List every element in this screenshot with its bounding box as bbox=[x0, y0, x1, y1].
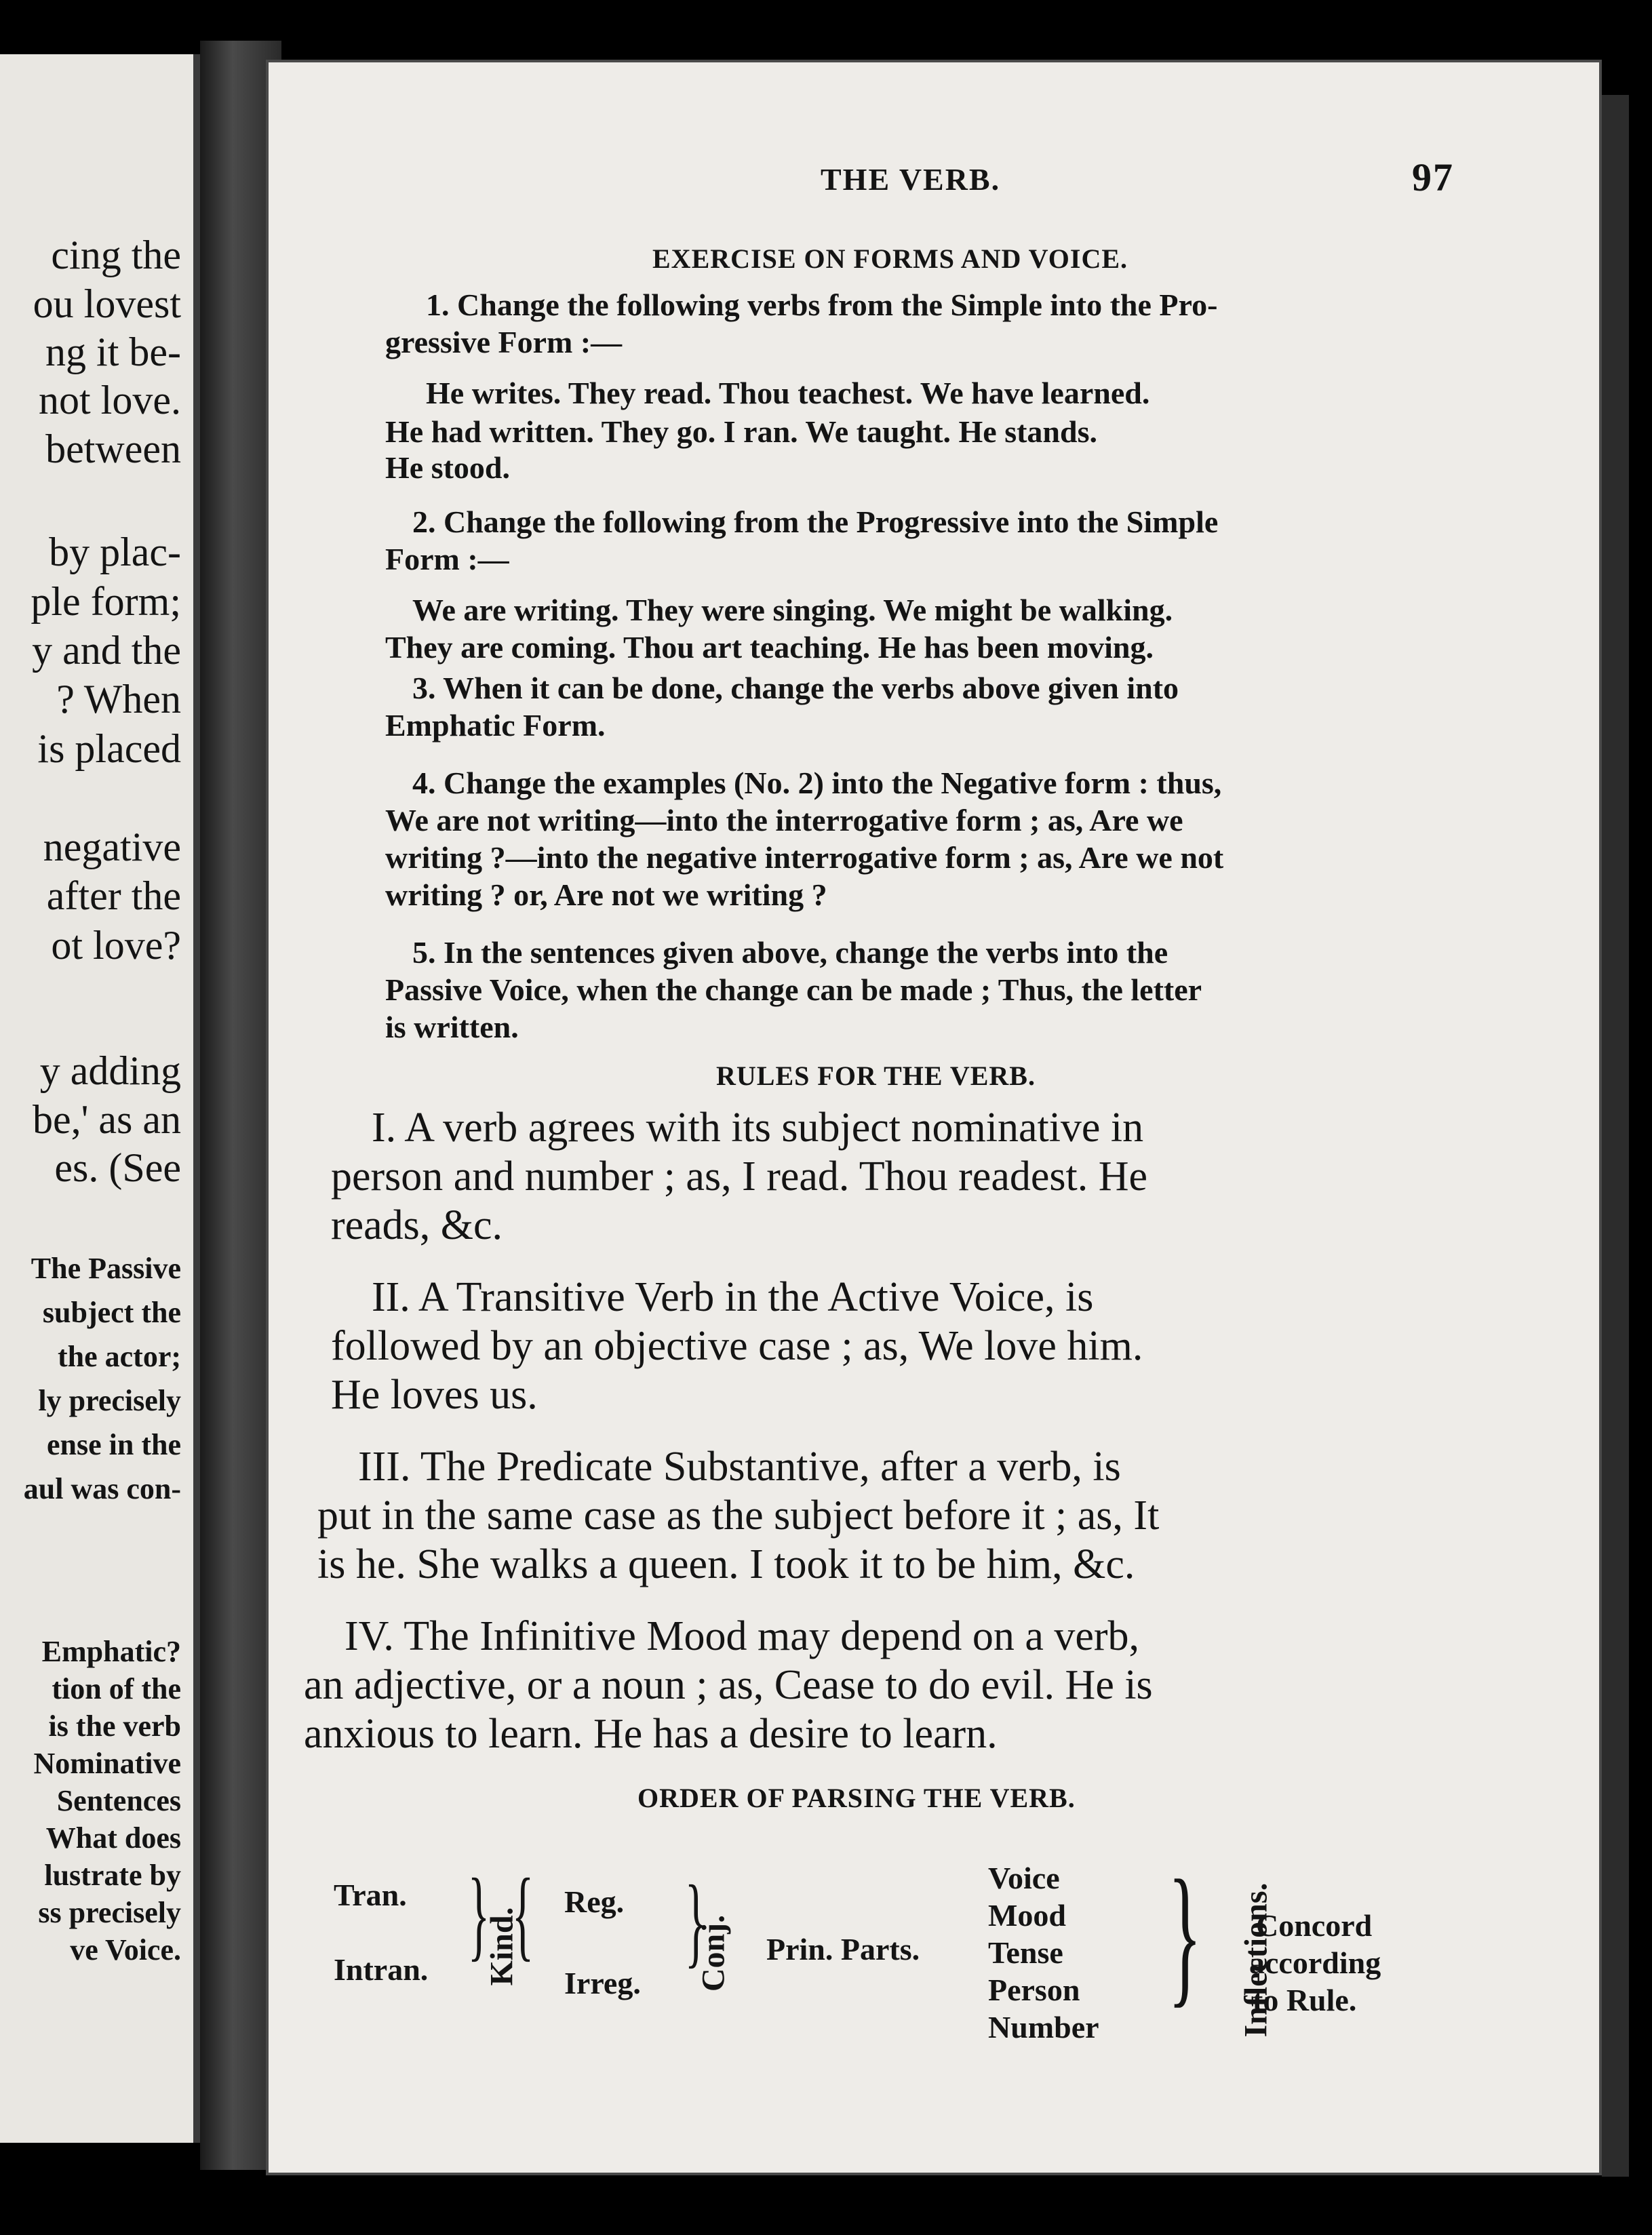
left-line: Nominative bbox=[33, 1747, 181, 1780]
prin-parts: Prin. Parts. bbox=[766, 1932, 920, 1966]
rule-line: III. The Predicate Substantive, after a verb, is bbox=[358, 1444, 1121, 1490]
exercise-line: We are writing. They were singing. We might be walking. bbox=[412, 593, 1173, 627]
left-line: ense in the bbox=[47, 1428, 181, 1461]
rule-line: anxious to learn. He has a desire to learn. bbox=[304, 1711, 998, 1757]
book-page bbox=[266, 60, 1602, 2175]
exercise-line: Form :— bbox=[385, 542, 509, 576]
order-heading: ORDER OF PARSING THE VERB. bbox=[637, 1783, 1076, 1813]
left-line: between bbox=[45, 427, 181, 471]
exercise-line: 2. Change the following from the Progressive into the Simple bbox=[412, 505, 1219, 539]
inflection-item: Tense bbox=[988, 1935, 1063, 1970]
left-line: The Passive bbox=[31, 1252, 181, 1285]
rule-line: put in the same case as the subject before it ; as, It bbox=[317, 1492, 1160, 1539]
left-line: Emphatic? bbox=[41, 1635, 181, 1668]
inflection-item: Number bbox=[988, 2010, 1099, 2044]
exercise-line: They are coming. Thou art teaching. He has been moving. bbox=[385, 630, 1154, 665]
left-line: ss precisely bbox=[38, 1896, 181, 1929]
exercise-line: 1. Change the following verbs from the Simple into the Pro- bbox=[426, 288, 1218, 322]
exercise-line: writing ?—into the negative interrogative form ; as, Are we not bbox=[385, 840, 1224, 875]
inflection-item: Mood bbox=[988, 1898, 1066, 1933]
rule-line: followed by an objective case ; as, We love him. bbox=[331, 1323, 1143, 1369]
brace: } bbox=[684, 1865, 707, 1977]
rule-line: II. A Transitive Verb in the Active Voice, is bbox=[372, 1274, 1094, 1320]
left-line: tion of the bbox=[52, 1672, 181, 1705]
exercise-line: Passive Voice, when the change can be made ; Thus, the letter bbox=[385, 972, 1202, 1007]
left-line: after the bbox=[46, 873, 181, 918]
rule-line: reads, &c. bbox=[331, 1202, 503, 1248]
exercise-line: writing ? or, Are not we writing ? bbox=[385, 877, 827, 912]
page-edge bbox=[1602, 95, 1629, 2177]
left-line: is the verb bbox=[48, 1709, 181, 1743]
left-line: lustrate by bbox=[44, 1859, 181, 1892]
concord-line: according bbox=[1249, 1945, 1381, 1980]
rule-line: I. A verb agrees with its subject nominative in bbox=[372, 1105, 1144, 1151]
left-line: y adding bbox=[39, 1048, 181, 1093]
exercise-line: He had written. They go. I ran. We taught. He stands. bbox=[385, 414, 1098, 449]
concord-line: to Rule. bbox=[1253, 1983, 1357, 2017]
conj-item: Reg. bbox=[564, 1884, 625, 1919]
left-line: subject the bbox=[42, 1296, 181, 1329]
left-line: Sentences bbox=[56, 1784, 181, 1817]
exercise-heading: EXERCISE ON FORMS AND VOICE. bbox=[652, 243, 1128, 274]
exercise-line: He writes. They read. Thou teachest. We have learned. bbox=[426, 376, 1150, 410]
inflection-item: Person bbox=[988, 1973, 1080, 2007]
exercise-line: is written. bbox=[385, 1010, 519, 1044]
kind-label: Kind. bbox=[484, 1907, 520, 1986]
exercise-line: 4. Change the examples (No. 2) into the Negative form : thus, bbox=[412, 766, 1222, 800]
running-head: THE VERB. bbox=[821, 162, 1001, 197]
inflections-label: Inflections. bbox=[1238, 1882, 1274, 2038]
inflection-item: Voice bbox=[988, 1861, 1060, 1895]
conj-item: Irreg. bbox=[564, 1966, 641, 2000]
left-line: is placed bbox=[37, 726, 181, 771]
left-page-fragment bbox=[0, 54, 200, 2143]
exercise-line: 3. When it can be done, change the verbs above given into bbox=[412, 671, 1179, 705]
left-line: ot love? bbox=[51, 923, 181, 968]
left-line: y and the bbox=[32, 628, 181, 673]
left-line: cing the bbox=[51, 233, 181, 277]
left-line: negative bbox=[43, 825, 181, 869]
exercise-line: We are not writing—into the interrogative form ; as, Are we bbox=[385, 803, 1183, 837]
left-line: ve Voice. bbox=[70, 1933, 181, 1966]
left-line: aul was con- bbox=[23, 1472, 181, 1505]
brace: } bbox=[467, 1858, 490, 1971]
exercise-line: 5. In the sentences given above, change the verbs into the bbox=[412, 935, 1168, 970]
rule-line: an adjective, or a noun ; as, Cease to do evil. He is bbox=[304, 1662, 1153, 1708]
page-number: 97 bbox=[1412, 155, 1454, 199]
left-line: What does bbox=[45, 1821, 181, 1855]
left-line: ple form; bbox=[31, 579, 181, 624]
left-line: es. (See bbox=[54, 1145, 181, 1190]
left-line: not love. bbox=[39, 378, 181, 422]
left-line: ou lovest bbox=[33, 281, 181, 326]
left-line: by plac- bbox=[49, 530, 181, 574]
rule-line: is he. She walks a queen. I took it to be him, &c. bbox=[317, 1541, 1135, 1587]
concord-line: Concord bbox=[1256, 1908, 1373, 1943]
brace: } bbox=[1168, 1848, 1202, 2021]
exercise-line: He stood. bbox=[385, 450, 510, 485]
left-line: ? When bbox=[56, 677, 181, 721]
rules-heading: RULES FOR THE VERB. bbox=[716, 1061, 1036, 1091]
left-line: the actor; bbox=[57, 1340, 181, 1373]
brace: { bbox=[511, 1858, 534, 1971]
left-line: ly precisely bbox=[38, 1384, 181, 1417]
conj-label: Conj. bbox=[695, 1914, 732, 1992]
exercise-line: Emphatic Form. bbox=[385, 708, 606, 743]
rule-line: person and number ; as, I read. Thou readest. He bbox=[331, 1153, 1148, 1200]
left-line: ng it be- bbox=[45, 330, 181, 374]
kind-item: Intran. bbox=[334, 1952, 429, 1987]
kind-item: Tran. bbox=[334, 1878, 407, 1912]
rule-line: He loves us. bbox=[331, 1372, 538, 1418]
left-line: be,' as an bbox=[32, 1097, 181, 1142]
rule-line: IV. The Infinitive Mood may depend on a verb, bbox=[345, 1613, 1140, 1659]
exercise-line: gressive Form :— bbox=[385, 325, 623, 359]
